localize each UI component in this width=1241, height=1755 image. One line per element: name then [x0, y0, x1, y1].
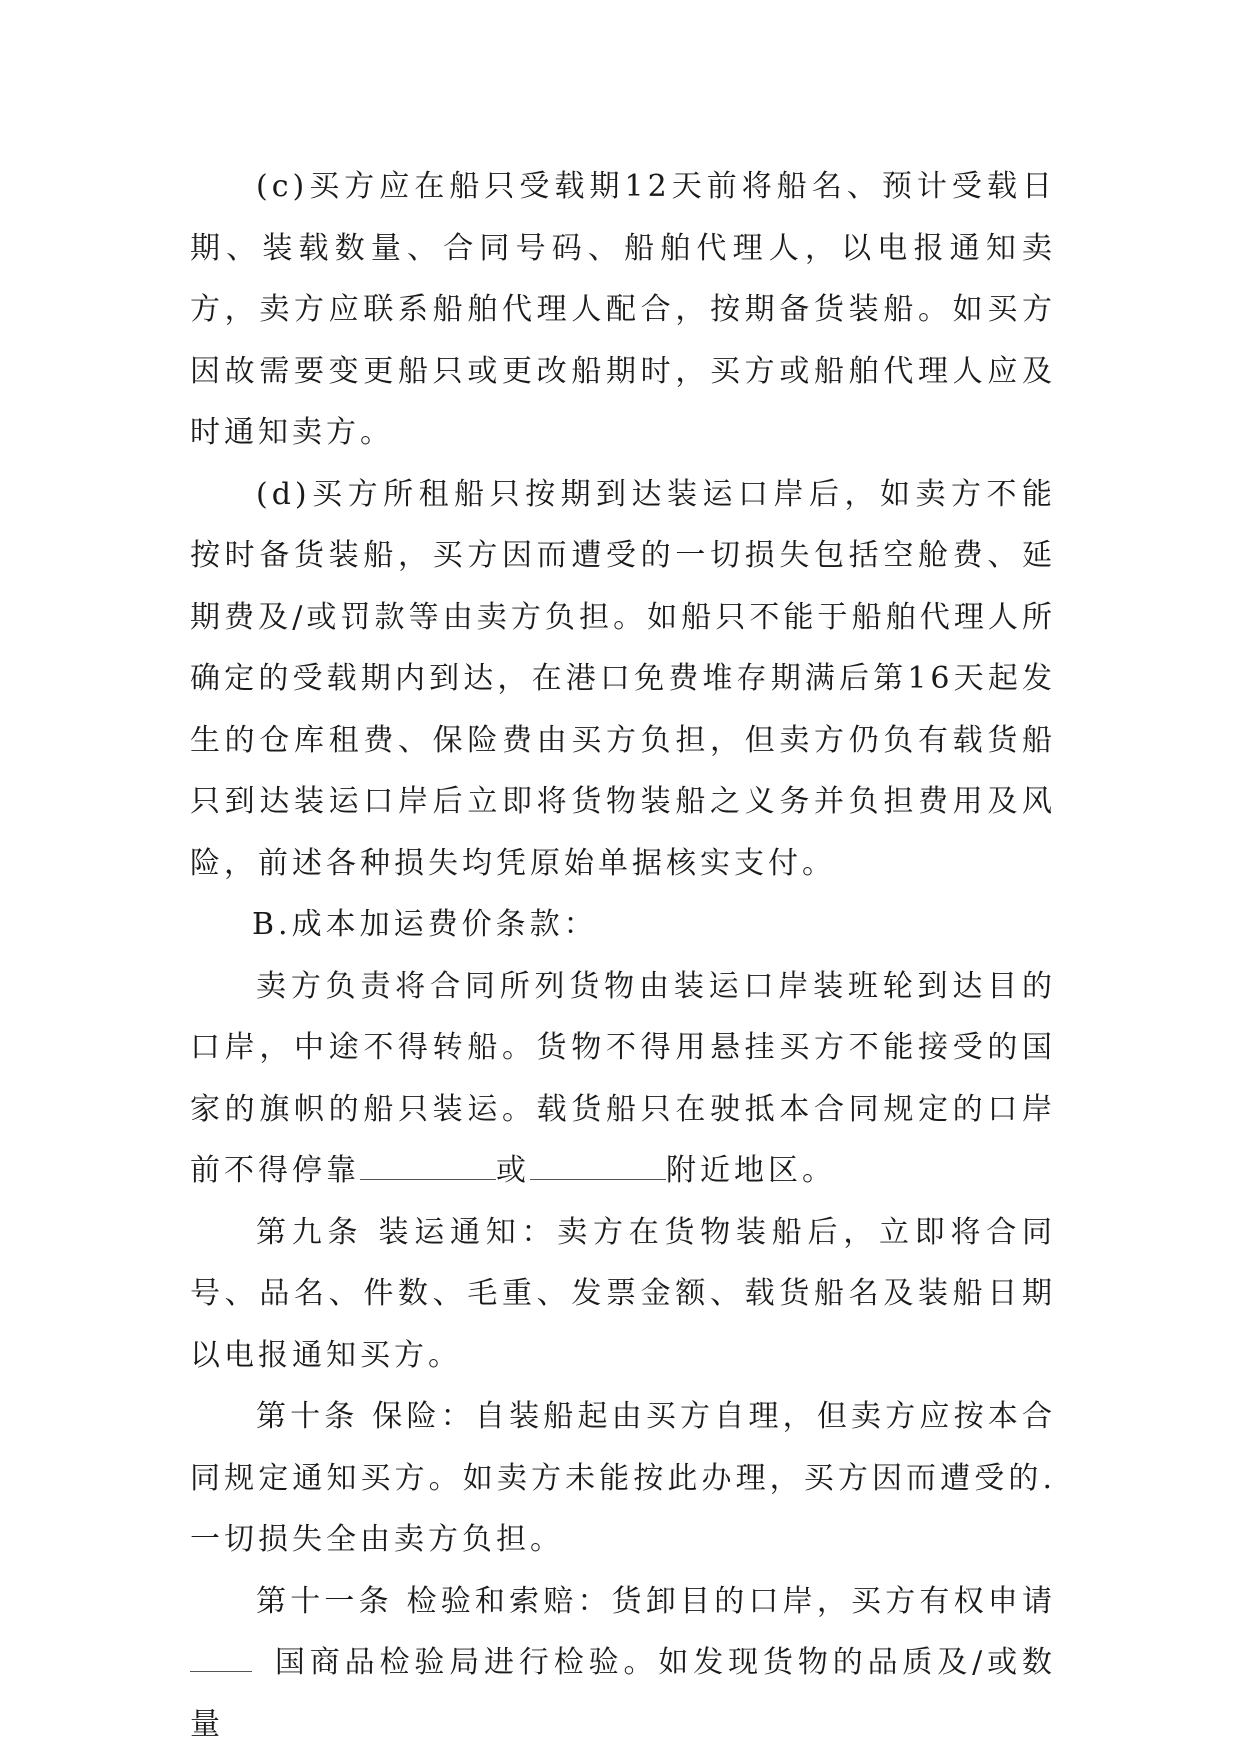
- article-11-text-2: 国商品检验局进行检验。如发现货物的品质及/或数量: [190, 1645, 1056, 1742]
- blank-field-1: [360, 1149, 496, 1180]
- section-b-body: [190, 956, 1056, 1202]
- article-11: [190, 1571, 1056, 1755]
- section-b-text-1: 卖方负责将合同所列货物由装运口岸装班轮到达目的口岸，中途不得转船。货物不得用悬挂买方不能接受的国家的旗帜的船只装运。载货船只在驶抵本合同规定的口岸前不得停靠: [190, 969, 1056, 1189]
- article-9: 第九条 装运通知：卖方在货物装船后，立即将合同号、品名、件数、毛重、发票金额、载货船名及装船日期以电报通知买方。: [190, 1202, 1056, 1387]
- article-11-text-1: 第十一条 检验和索赔：货卸目的口岸，买方有权申请: [256, 1584, 1056, 1619]
- paragraph-d: (d)买方所租船只按期到达装运口岸后，如卖方不能按时备货装船，买方因而遭受的一切损失包括空舱费、延期费及/或罚款等由卖方负担。如船只不能于船舶代理人所确定的受载期内到达，在港口免费堆存期满后第16天起发生的仓库租费、保险费由买方负担，但卖方仍负有载货船只到达装运口岸后立即将货物装船之义务并负担费用及风险，前述各种损失均凭原始单据核实支付。: [190, 464, 1056, 895]
- section-b-text-2: 附近地区。: [666, 1153, 836, 1188]
- article-10: 第十条 保险：自装船起由买方自理，但卖方应按本合同规定通知买方。如卖方未能按此办理，买方因而遭受的.一切损失全由卖方负担。: [190, 1386, 1056, 1571]
- blank-field-2: [530, 1149, 666, 1180]
- paragraph-c: (c)买方应在船只受载期12天前将船名、预计受载日期、装载数量、合同号码、船舶代理人，以电报通知卖方，卖方应联系船舶代理人配合，按期备货装船。如买方因故需要变更船只或更改船期时，买方或船舶代理人应及时通知卖方。: [190, 156, 1056, 464]
- section-b-heading: B.成本加运费价条款：: [190, 894, 1056, 956]
- blank-field-3: [190, 1641, 252, 1672]
- section-b-or: 或: [496, 1153, 530, 1188]
- document-body: [190, 156, 1056, 1755]
